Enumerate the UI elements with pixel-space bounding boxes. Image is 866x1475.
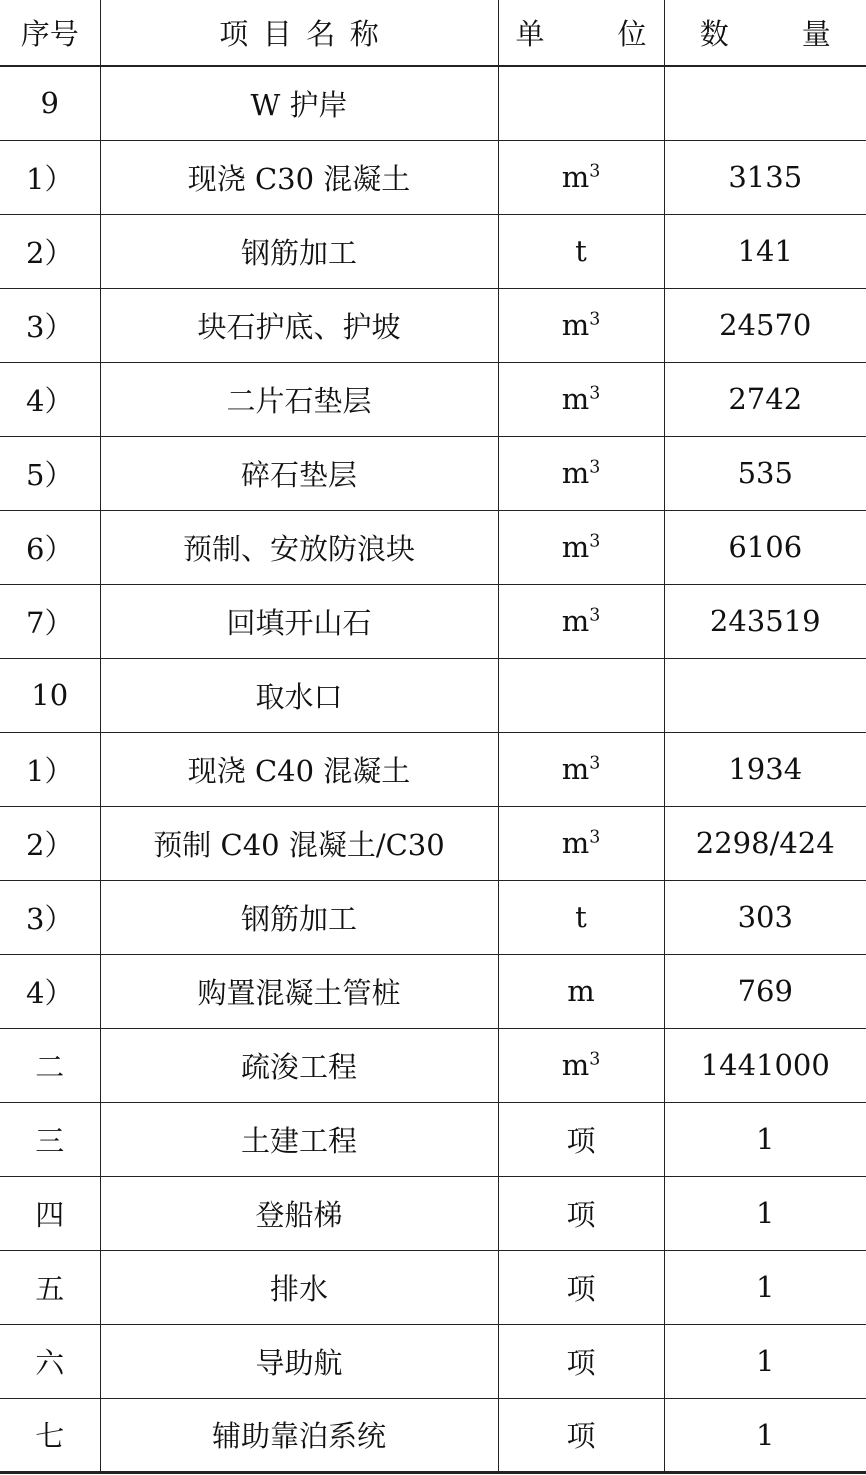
unit-cell [498, 1324, 664, 1398]
item-name-cell: 预制 C40 混凝土/C30 [100, 806, 498, 880]
unit-exponent: 3 [589, 161, 601, 182]
serial-no-cell: 10 [0, 658, 100, 732]
table-row [0, 880, 866, 954]
unit-base: 项 [566, 1345, 596, 1380]
serial-no-cell: 七 [0, 1398, 100, 1472]
unit-base: 项 [566, 1197, 596, 1232]
quantity-cell: 1934 [664, 732, 866, 806]
item-name-cell: 碎石垫层 [100, 436, 498, 510]
serial-no-cell: 二 [0, 1028, 100, 1102]
quantity-cell: 303 [664, 880, 866, 954]
header-unit: 单 位 [498, 0, 664, 66]
header-serial-no: 序号 [0, 0, 100, 66]
unit-exponent: 3 [589, 827, 601, 848]
serial-no-cell: 2） [0, 214, 100, 288]
table-row [0, 658, 866, 732]
quantity-cell: 1 [664, 1324, 866, 1398]
unit-cell [498, 732, 664, 806]
item-name-cell: 二片石垫层 [100, 362, 498, 436]
serial-no-cell: 5） [0, 436, 100, 510]
unit-base: m [561, 530, 590, 564]
unit-cell [498, 1176, 664, 1250]
unit-exponent: 3 [589, 531, 601, 552]
unit-base: m [561, 308, 590, 342]
unit-cell [498, 436, 664, 510]
unit-base: 项 [566, 1271, 596, 1306]
serial-no-cell: 4） [0, 954, 100, 1028]
quantity-cell: 1 [664, 1250, 866, 1324]
quantity-cell: 2298/424 [664, 806, 866, 880]
table-row [0, 510, 866, 584]
table-row [0, 584, 866, 658]
unit-base: m [561, 604, 590, 638]
unit-cell [498, 140, 664, 214]
item-name-cell: 导助航 [100, 1324, 498, 1398]
header-item-name: 项目名称 [100, 0, 498, 66]
item-name-cell: 现浇 C40 混凝土 [100, 732, 498, 806]
serial-no-cell: 五 [0, 1250, 100, 1324]
unit-cell [498, 954, 664, 1028]
quantity-cell [664, 658, 866, 732]
item-name-cell: 排水 [100, 1250, 498, 1324]
unit-base: t [575, 234, 587, 268]
unit-base: m [561, 382, 590, 416]
unit-base: m [561, 826, 590, 860]
unit-exponent: 3 [589, 605, 601, 626]
unit-cell [498, 214, 664, 288]
serial-no-cell: 4） [0, 362, 100, 436]
unit-cell [498, 288, 664, 362]
quantity-cell [664, 66, 866, 140]
table-row [0, 214, 866, 288]
unit-cell [498, 362, 664, 436]
item-name-cell: 购置混凝土管桩 [100, 954, 498, 1028]
unit-exponent: 3 [589, 1049, 601, 1070]
quantity-cell: 141 [664, 214, 866, 288]
unit-base: m [561, 160, 590, 194]
serial-no-cell: 2） [0, 806, 100, 880]
table-row [0, 1324, 866, 1398]
unit-exponent: 3 [589, 383, 601, 404]
serial-no-cell: 六 [0, 1324, 100, 1398]
quantity-cell: 2742 [664, 362, 866, 436]
table-row [0, 362, 866, 436]
item-name-cell: 登船梯 [100, 1176, 498, 1250]
unit-cell [498, 1028, 664, 1102]
unit-base: m [561, 1048, 590, 1082]
unit-cell [498, 1102, 664, 1176]
item-name-cell: 钢筋加工 [100, 214, 498, 288]
table-row [0, 806, 866, 880]
item-name-cell: 预制、安放防浪块 [100, 510, 498, 584]
unit-exponent: 3 [589, 753, 601, 774]
unit-cell [498, 806, 664, 880]
quantity-cell: 535 [664, 436, 866, 510]
item-name-cell: 疏浚工程 [100, 1028, 498, 1102]
header-row [0, 0, 866, 66]
serial-no-cell: 三 [0, 1102, 100, 1176]
table-row [0, 288, 866, 362]
item-name-cell: W 护岸 [100, 66, 498, 140]
unit-exponent: 3 [589, 457, 601, 478]
table-row [0, 140, 866, 214]
table-row [0, 1102, 866, 1176]
quantity-cell: 1 [664, 1398, 866, 1472]
table-row [0, 436, 866, 510]
unit-exponent: 3 [589, 309, 601, 330]
quantity-cell: 1 [664, 1176, 866, 1250]
serial-no-cell: 1） [0, 732, 100, 806]
serial-no-cell: 9 [0, 66, 100, 140]
unit-base: m [561, 752, 590, 786]
table-row [0, 1398, 866, 1472]
serial-no-cell: 四 [0, 1176, 100, 1250]
unit-cell [498, 584, 664, 658]
unit-cell [498, 880, 664, 954]
unit-base: t [575, 900, 587, 934]
unit-cell [498, 1398, 664, 1472]
quantity-cell: 769 [664, 954, 866, 1028]
header-quantity: 数 量 [664, 0, 866, 66]
quantity-cell: 3135 [664, 140, 866, 214]
unit-cell [498, 66, 664, 140]
unit-base: 项 [566, 1419, 596, 1453]
table-row [0, 1028, 866, 1102]
item-name-cell: 土建工程 [100, 1102, 498, 1176]
serial-no-cell: 6） [0, 510, 100, 584]
quantity-cell: 6106 [664, 510, 866, 584]
item-name-cell: 现浇 C30 混凝土 [100, 140, 498, 214]
item-name-cell: 块石护底、护坡 [100, 288, 498, 362]
item-name-cell: 回填开山石 [100, 584, 498, 658]
unit-cell [498, 658, 664, 732]
table-row [0, 66, 866, 140]
table-row [0, 954, 866, 1028]
unit-base: 项 [566, 1123, 596, 1158]
item-name-cell: 取水口 [100, 658, 498, 732]
quantity-cell: 24570 [664, 288, 866, 362]
table-row [0, 1176, 866, 1250]
item-name-cell: 钢筋加工 [100, 880, 498, 954]
item-name-cell: 辅助靠泊系统 [100, 1398, 498, 1472]
serial-no-cell: 7） [0, 584, 100, 658]
unit-base: m [567, 974, 595, 1008]
quantity-cell: 1441000 [664, 1028, 866, 1102]
table-row [0, 732, 866, 806]
unit-cell [498, 510, 664, 584]
quantity-cell: 1 [664, 1102, 866, 1176]
serial-no-cell: 3） [0, 880, 100, 954]
serial-no-cell: 3） [0, 288, 100, 362]
unit-base: m [561, 456, 590, 490]
table-row [0, 1250, 866, 1324]
quantity-cell: 243519 [664, 584, 866, 658]
unit-cell [498, 1250, 664, 1324]
serial-no-cell: 1） [0, 140, 100, 214]
